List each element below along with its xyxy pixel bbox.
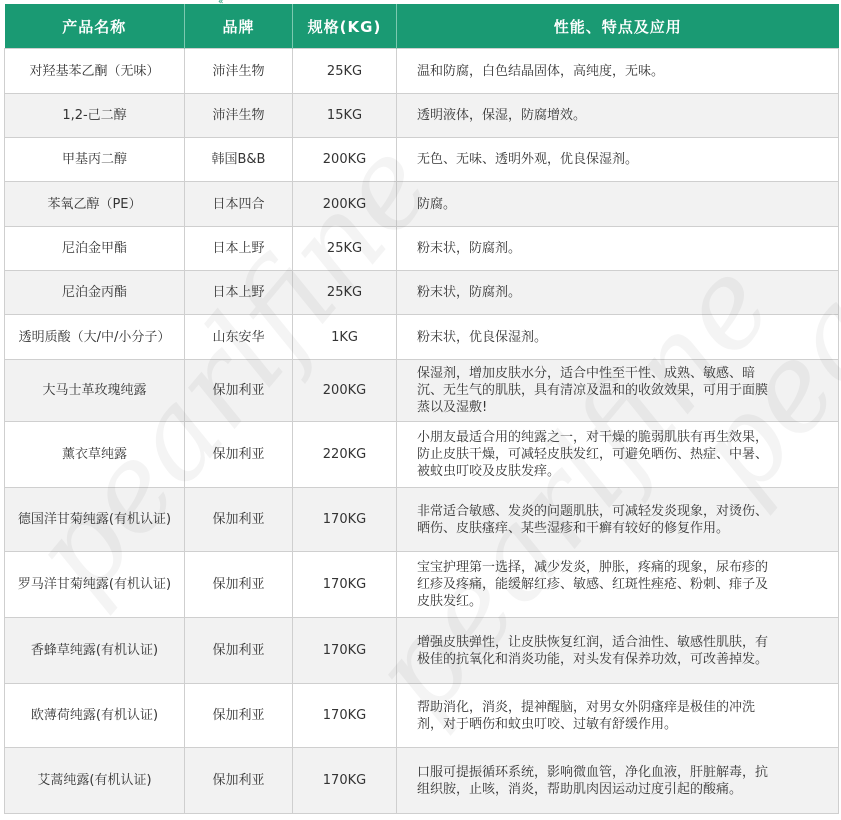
product-table-container: [4, 4, 838, 814]
feature-line: 极佳的抗氧化和消炎功能，对头发有保养功效，可改善掉发。: [417, 651, 769, 667]
cell-brand: 保加利亚: [185, 618, 293, 684]
cell-brand: 日本上野: [185, 227, 293, 271]
cell-brand: 沛沣生物: [185, 49, 293, 94]
cell-features: [397, 552, 839, 618]
feature-line: 无色、无味、透明外观，优良保湿剂。: [417, 152, 639, 167]
cell-features: [397, 422, 839, 488]
feature-line: 皮肤发红。: [417, 594, 483, 609]
cell-product-name: 尼泊金甲酯: [5, 227, 185, 271]
feature-line: 透明液体，保湿，防腐增效。: [417, 108, 587, 123]
cell-spec: 170KG: [293, 488, 397, 552]
header-brand: 品牌: [185, 4, 293, 49]
cell-features: [397, 94, 839, 138]
cell-product-name: 苯氧乙醇（PE）: [5, 182, 185, 227]
product-table: [4, 4, 839, 814]
cell-features: [397, 182, 839, 227]
cell-features: [397, 684, 839, 748]
feature-line: 沉、无生气的肌肤，具有清凉及温和的收敛效果，可用于面膜: [417, 383, 769, 398]
cell-spec: 15KG: [293, 94, 397, 138]
feature-line: 非常适合敏感、发炎的问题肌肤，可减轻发炎现象，对烫伤、: [417, 503, 769, 519]
table-row: [5, 552, 839, 618]
cell-product-name: 罗马洋甘菊纯露(有机认证): [5, 552, 185, 618]
feature-line: 剂，对于晒伤和蚊虫叮咬、过敏有舒缓作用。: [417, 716, 678, 732]
cell-features: [397, 49, 839, 94]
cell-product-name: 德国洋甘菊纯露(有机认证): [5, 488, 185, 552]
cell-features: [397, 227, 839, 271]
table-row: [5, 488, 839, 552]
table-row: [5, 422, 839, 488]
cell-spec: 25KG: [293, 49, 397, 94]
feature-line: 粉末状，防腐剂。: [417, 241, 522, 256]
feature-line: 保湿剂，增加皮肤水分，适合中性至干性、成熟、敏感、暗: [417, 366, 756, 381]
feature-line: 温和防腐，白色结晶固体，高纯度，无味。: [417, 63, 665, 79]
cell-features: [397, 138, 839, 182]
feature-line: 粉末状，防腐剂。: [417, 285, 522, 300]
cell-brand: 保加利亚: [185, 748, 293, 814]
cell-brand: 日本四合: [185, 182, 293, 227]
cell-brand: 保加利亚: [185, 552, 293, 618]
cell-spec: 220KG: [293, 422, 397, 488]
cell-product-name: 欧薄荷纯露(有机认证): [5, 684, 185, 748]
cell-features: [397, 488, 839, 552]
feature-line: 组织胺，止咳，消炎，帮助肌肉因运动过度引起的酸痛。: [417, 781, 743, 797]
table-row: [5, 49, 839, 94]
table-row: [5, 271, 839, 315]
cell-product-name: 艾蒿纯露(有机认证): [5, 748, 185, 814]
feature-line: 防腐。: [417, 196, 457, 212]
cell-product-name: 1,2-己二醇: [5, 94, 185, 138]
feature-line: 防止皮肤干燥，可减轻皮肤发红，可避免晒伤、热症、中暑、: [417, 447, 769, 462]
feature-line: 晒伤、皮肤瘙痒、某些湿疹和干癣有较好的修复作用。: [417, 520, 730, 536]
table-row: [5, 360, 839, 422]
feature-line: 增强皮肤弹性，让皮肤恢复红润，适合油性、敏感性肌肤，有: [417, 634, 769, 650]
cell-brand: 保加利亚: [185, 422, 293, 488]
cell-features: [397, 360, 839, 422]
cell-brand: 山东安华: [185, 315, 293, 360]
cell-spec: 200KG: [293, 182, 397, 227]
cell-brand: 保加利亚: [185, 360, 293, 422]
cell-brand: 韩国B&B: [185, 138, 293, 182]
feature-line: 红疹及疼痛，能缓解红疹、敏感、红斑性痤疮、粉刺、痱子及: [417, 577, 769, 592]
cell-spec: 1KG: [293, 315, 397, 360]
cell-brand: 沛沣生物: [185, 94, 293, 138]
cell-brand: 保加利亚: [185, 684, 293, 748]
cell-spec: 200KG: [293, 360, 397, 422]
header-product-name: 产品名称: [5, 4, 185, 49]
feature-line: 宝宝护理第一选择，减少发炎，肿胀，疼痛的现象，尿布疹的: [417, 560, 769, 575]
cell-features: [397, 315, 839, 360]
cell-product-name: 甲基丙二醇: [5, 138, 185, 182]
cell-brand: 日本上野: [185, 271, 293, 315]
cell-product-name: 尼泊金丙酯: [5, 271, 185, 315]
table-row: [5, 138, 839, 182]
cell-spec: 200KG: [293, 138, 397, 182]
table-row: [5, 182, 839, 227]
table-row: [5, 684, 839, 748]
feature-line: 被蚊虫叮咬及皮肤发痒。: [417, 464, 561, 479]
header-features: 性能、特点及应用: [397, 4, 839, 49]
header-spec: 规格(KG): [293, 4, 397, 49]
cell-spec: 170KG: [293, 684, 397, 748]
cell-features: [397, 748, 839, 814]
cell-spec: 170KG: [293, 552, 397, 618]
cell-product-name: 透明质酸（大/中/小分子）: [5, 315, 185, 360]
table-row: [5, 315, 839, 360]
table-row: [5, 94, 839, 138]
cell-features: [397, 271, 839, 315]
cell-spec: 25KG: [293, 271, 397, 315]
cell-brand: 保加利亚: [185, 488, 293, 552]
header-row: [5, 4, 839, 49]
table-row: [5, 748, 839, 814]
feature-line: 帮助消化，消炎，提神醒脑，对男女外阴瘙痒是极佳的冲洗: [417, 699, 756, 715]
cell-product-name: 大马士革玫瑰纯露: [5, 360, 185, 422]
cell-product-name: 对羟基苯乙酮（无味）: [5, 49, 185, 94]
feature-line: 小朋友最适合用的纯露之一，对干燥的脆弱肌肤有再生效果，: [417, 430, 769, 445]
cell-spec: 170KG: [293, 748, 397, 814]
table-row: [5, 227, 839, 271]
cell-product-name: 香蜂草纯露(有机认证): [5, 618, 185, 684]
feature-line: 粉末状，优良保湿剂。: [417, 329, 548, 345]
cell-spec: 25KG: [293, 227, 397, 271]
cell-product-name: 薰衣草纯露: [5, 422, 185, 488]
cell-spec: 170KG: [293, 618, 397, 684]
feature-line: 蒸以及湿敷!: [417, 400, 488, 415]
cell-features: [397, 618, 839, 684]
table-row: [5, 618, 839, 684]
feature-line: 口服可提振循环系统，影响微血管，净化血液，肝脏解毒，抗: [417, 764, 769, 780]
